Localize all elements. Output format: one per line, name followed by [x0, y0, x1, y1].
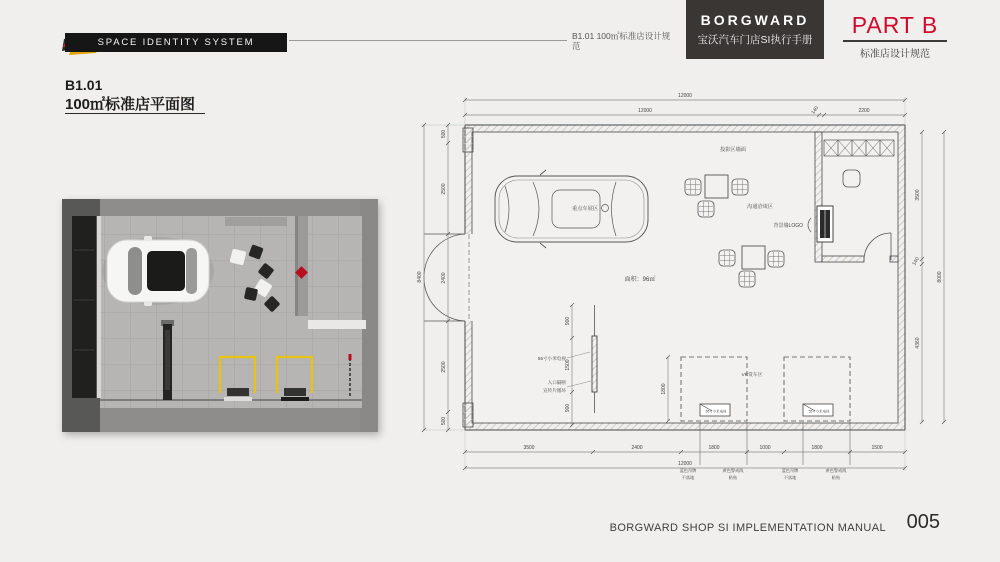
svg-text:2500: 2500 — [441, 361, 447, 373]
breadcrumb: B1.01 100㎡标准店设计规范 — [572, 31, 671, 51]
svg-text:3500: 3500 — [915, 189, 921, 201]
brand-logo-text: BORGWARD — [700, 12, 810, 28]
svg-text:黄色警戒线: 黄色警戒线 — [825, 468, 847, 473]
label-entrance-tv: 55寸小米电视 — [537, 356, 566, 361]
svg-text:55寸小米电视: 55寸小米电视 — [705, 409, 727, 414]
svg-text:不落地: 不落地 — [783, 475, 797, 480]
svg-text:1800: 1800 — [708, 445, 720, 451]
brand-subtitle: 宝沃汽车门店SI执行手册 — [697, 34, 813, 46]
part-rule — [843, 40, 947, 42]
label-entrance-partition-1: 入口隔断 — [547, 380, 566, 385]
svg-text:粘贴: 粘贴 — [831, 475, 841, 480]
label-car-zone: 重点车展区 — [572, 206, 598, 212]
part-label: PART B — [851, 12, 939, 38]
title-underline — [65, 113, 205, 114]
dim-top-main: 12000 — [638, 108, 652, 114]
svg-text:3500: 3500 — [523, 445, 535, 451]
svg-text:4360: 4360 — [915, 337, 921, 349]
plan-logo-wall-tv — [817, 206, 833, 242]
page-number: 005 — [906, 511, 940, 533]
render-car — [102, 236, 214, 306]
render-entrance-wall — [62, 199, 101, 432]
dim-left-total: 8400 — [417, 271, 423, 283]
page-title-code: B1.01 — [65, 77, 103, 93]
render-projection-wall — [225, 217, 287, 226]
dim-bay-depth: 1800 — [661, 383, 667, 395]
svg-text:黄色警戒线: 黄色警戒线 — [722, 468, 744, 473]
svg-text:900: 900 — [565, 403, 571, 413]
plan-walls — [463, 125, 905, 430]
svg-text:500: 500 — [441, 129, 447, 139]
plan-bay-tv-1 — [700, 404, 730, 416]
brand-box — [686, 0, 824, 59]
plan-bay-tv-2 — [803, 404, 833, 416]
svg-text:1500: 1500 — [565, 359, 571, 371]
label-entrance-partition-2: 宣传片循环 — [543, 388, 566, 393]
dim-top-total: 12000 — [678, 93, 692, 99]
space-identity-bar — [65, 33, 287, 52]
svg-text:粘贴: 粘贴 — [728, 475, 738, 480]
svg-text:蓝色吊牌: 蓝色吊牌 — [679, 468, 697, 473]
floor-plan — [398, 85, 963, 515]
svg-text:2400: 2400 — [441, 272, 447, 284]
svg-text:1800: 1800 — [811, 445, 823, 451]
dim-right-total: 8000 — [937, 271, 943, 283]
label-logo-wall: 背景墙LOGO — [773, 223, 803, 229]
svg-text:2400: 2400 — [631, 445, 643, 451]
svg-text:500: 500 — [441, 416, 447, 426]
footer-manual-title: BORGWARD SHOP SI IMPLEMENTATION MANUAL — [609, 522, 886, 534]
svg-text:不落地: 不落地 — [681, 475, 695, 480]
svg-text:140: 140 — [911, 256, 921, 267]
store-render-image — [60, 197, 382, 435]
plan-floor-marking-labels — [680, 467, 848, 481]
header-rule — [289, 40, 567, 41]
dim-bottom-total: 12000 — [678, 461, 692, 467]
svg-text:1500: 1500 — [871, 445, 883, 451]
label-projection-wall: 投影区墙面 — [720, 147, 746, 153]
dim-top-office: 2200 — [858, 108, 870, 114]
space-identity-label: SPACE IDENTITY SYSTEM — [97, 37, 255, 48]
svg-text:2500: 2500 — [441, 183, 447, 195]
svg-text:1000: 1000 — [759, 445, 771, 451]
label-talk-zone: 沟通洽谈区 — [747, 204, 773, 210]
label-area: 面积：96㎡ — [624, 277, 656, 283]
label-vr-zone: VR赏车区 — [741, 373, 763, 378]
part-subtitle: 标准店设计规范 — [860, 49, 930, 60]
svg-text:900: 900 — [565, 316, 571, 326]
dim-top-wall: 140 — [810, 105, 821, 116]
page-title: 100㎡标准店平面图 — [65, 96, 196, 113]
svg-text:55寸小米电视: 55寸小米电视 — [808, 409, 830, 414]
svg-text:蓝色吊牌: 蓝色吊牌 — [781, 468, 799, 473]
